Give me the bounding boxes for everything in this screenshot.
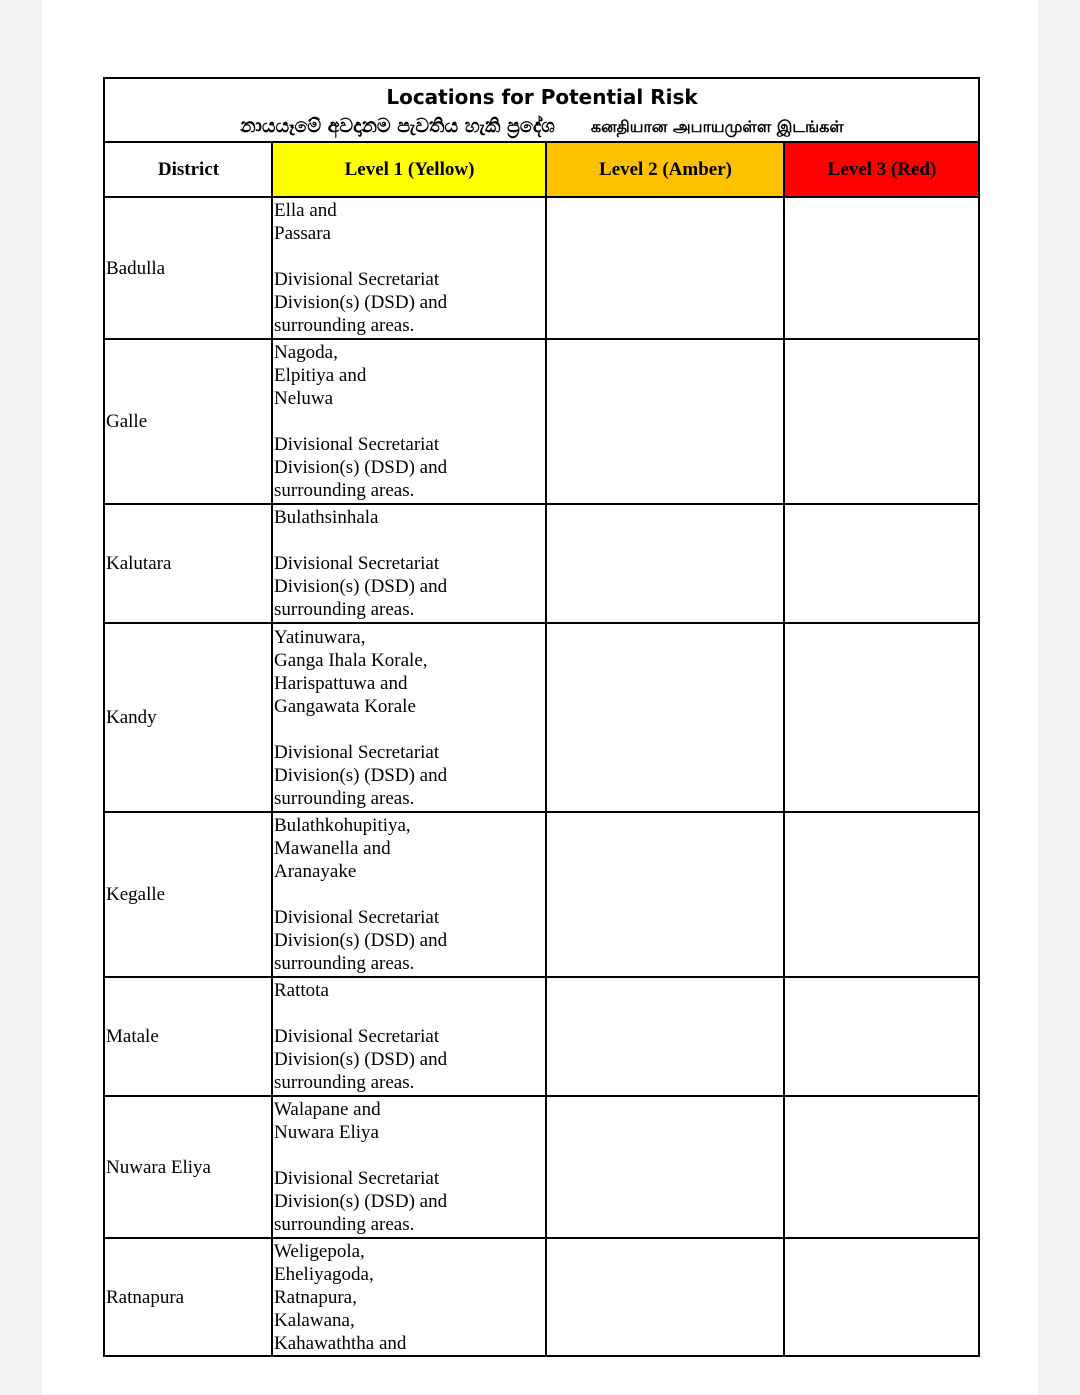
level-2-cell xyxy=(546,1096,784,1238)
location-line: Kalawana, xyxy=(274,1309,355,1331)
level-3-cell xyxy=(784,977,979,1096)
dsd-suffix-line: Division(s) (DSD) and xyxy=(274,764,448,786)
dsd-suffix-line: Division(s) (DSD) and xyxy=(274,576,448,597)
dsd-suffix-line: Divisional Secretariat xyxy=(274,1026,440,1047)
level-1-locations-cell xyxy=(272,977,546,1096)
location-line: Harispattuwa and xyxy=(274,672,408,694)
level-1-locations-cell xyxy=(272,339,546,504)
location-line: Ganga Ihala Korale, xyxy=(274,649,428,671)
location-line: Elpitiya and xyxy=(274,365,367,386)
title-english: Locations for Potential Risk xyxy=(386,84,698,109)
level-2-cell xyxy=(546,1238,784,1356)
dsd-suffix-line: Division(s) (DSD) and xyxy=(274,292,448,313)
dsd-suffix-line: Divisional Secretariat xyxy=(274,269,440,290)
level-1-locations-cell xyxy=(272,1238,546,1356)
dsd-suffix-line: surrounding areas. xyxy=(274,953,415,974)
dsd-suffix-line: Divisional Secretariat xyxy=(274,741,440,763)
location-line: Ella and xyxy=(274,200,337,221)
level-2-cell xyxy=(546,812,784,977)
location-line: Nagoda, xyxy=(274,342,338,363)
dsd-suffix-line: surrounding areas. xyxy=(274,1072,415,1093)
location-line: Nuwara Eliya xyxy=(274,1122,379,1143)
district-cell: Matale xyxy=(104,977,272,1096)
district-cell: Kegalle xyxy=(104,812,272,977)
line-gap xyxy=(274,1002,545,1025)
location-line: Bulathsinhala xyxy=(274,507,379,528)
level-2-cell xyxy=(546,623,784,812)
location-line: Mawanella and xyxy=(274,838,391,859)
location-line: Kahawaththa and xyxy=(274,1332,407,1354)
title-row xyxy=(104,78,979,142)
table-row xyxy=(104,623,979,812)
title-sinhala: නායයෑමේ අවදානම පැවතිය හැකි ප්‍රදේශ xyxy=(240,114,555,137)
dsd-suffix-line: Divisional Secretariat xyxy=(274,907,440,928)
level-1-locations-cell xyxy=(272,1096,546,1238)
dsd-suffix-line: Divisional Secretariat xyxy=(274,1168,440,1189)
location-line: Aranayake xyxy=(274,861,357,882)
dsd-suffix-line: surrounding areas. xyxy=(274,787,415,809)
title-tamil: கனதியான அபாயமுள்ள இடங்கள் xyxy=(590,116,844,136)
dsd-suffix-line: Division(s) (DSD) and xyxy=(274,1049,448,1070)
table-row xyxy=(104,1238,979,1356)
dsd-suffix-line: Divisional Secretariat xyxy=(274,434,440,455)
line-gap xyxy=(274,1144,545,1167)
district-cell: Kandy xyxy=(104,623,272,812)
dsd-suffix-line: Division(s) (DSD) and xyxy=(274,930,448,951)
location-line: Rattota xyxy=(274,980,329,1001)
dsd-suffix-line: surrounding areas. xyxy=(274,599,415,620)
location-line: Ratnapura, xyxy=(274,1286,357,1308)
table-row xyxy=(104,812,979,977)
location-line: Weligepola, xyxy=(274,1240,365,1262)
location-line: Gangawata Korale xyxy=(274,695,416,717)
table-row xyxy=(104,1096,979,1238)
column-header-row xyxy=(104,142,979,197)
dsd-suffix-line: surrounding areas. xyxy=(274,480,415,501)
dsd-suffix-line: surrounding areas. xyxy=(274,1214,415,1235)
table-row xyxy=(104,977,979,1096)
title-local-languages xyxy=(106,112,978,141)
table-row xyxy=(104,504,979,623)
line-gap xyxy=(274,718,545,741)
column-header-level-2: Level 2 (Amber) xyxy=(546,142,784,197)
column-header-level-1: Level 1 (Yellow) xyxy=(272,142,546,197)
level-3-cell xyxy=(784,1238,979,1356)
district-cell: Galle xyxy=(104,339,272,504)
district-cell: Ratnapura xyxy=(104,1238,272,1356)
location-line: Bulathkohupitiya, xyxy=(274,815,411,836)
dsd-suffix-line: surrounding areas. xyxy=(274,315,415,336)
level-1-locations-cell xyxy=(272,812,546,977)
location-line: Walapane and xyxy=(274,1099,381,1120)
level-3-cell xyxy=(784,812,979,977)
line-gap xyxy=(274,245,545,268)
dsd-suffix-line: Division(s) (DSD) and xyxy=(274,457,448,478)
level-3-cell xyxy=(784,339,979,504)
risk-locations-table xyxy=(103,77,980,1357)
dsd-suffix-line: Divisional Secretariat xyxy=(274,553,440,574)
document-page xyxy=(42,0,1038,1395)
table-body xyxy=(104,197,979,1356)
district-cell: Badulla xyxy=(104,197,272,339)
line-gap xyxy=(274,410,545,433)
level-1-locations-cell xyxy=(272,197,546,339)
table-row xyxy=(104,197,979,339)
level-2-cell xyxy=(546,197,784,339)
column-header-district: District xyxy=(104,142,272,197)
location-line: Neluwa xyxy=(274,388,334,409)
line-gap xyxy=(274,883,545,906)
level-2-cell xyxy=(546,504,784,623)
location-line: Yatinuwara, xyxy=(274,626,366,648)
level-3-cell xyxy=(784,623,979,812)
level-2-cell xyxy=(546,339,784,504)
district-cell: Kalutara xyxy=(104,504,272,623)
level-1-locations-cell xyxy=(272,623,546,812)
location-line: Eheliyagoda, xyxy=(274,1263,374,1285)
district-cell: Nuwara Eliya xyxy=(104,1096,272,1238)
level-3-cell xyxy=(784,197,979,339)
level-2-cell xyxy=(546,977,784,1096)
line-gap xyxy=(274,529,545,552)
column-header-level-3: Level 3 (Red) xyxy=(784,142,979,197)
dsd-suffix-line: Division(s) (DSD) and xyxy=(274,1191,448,1212)
level-3-cell xyxy=(784,1096,979,1238)
table-row xyxy=(104,339,979,504)
level-1-locations-cell xyxy=(272,504,546,623)
table-title xyxy=(104,78,979,142)
level-3-cell xyxy=(784,504,979,623)
location-line: Passara xyxy=(274,223,331,244)
